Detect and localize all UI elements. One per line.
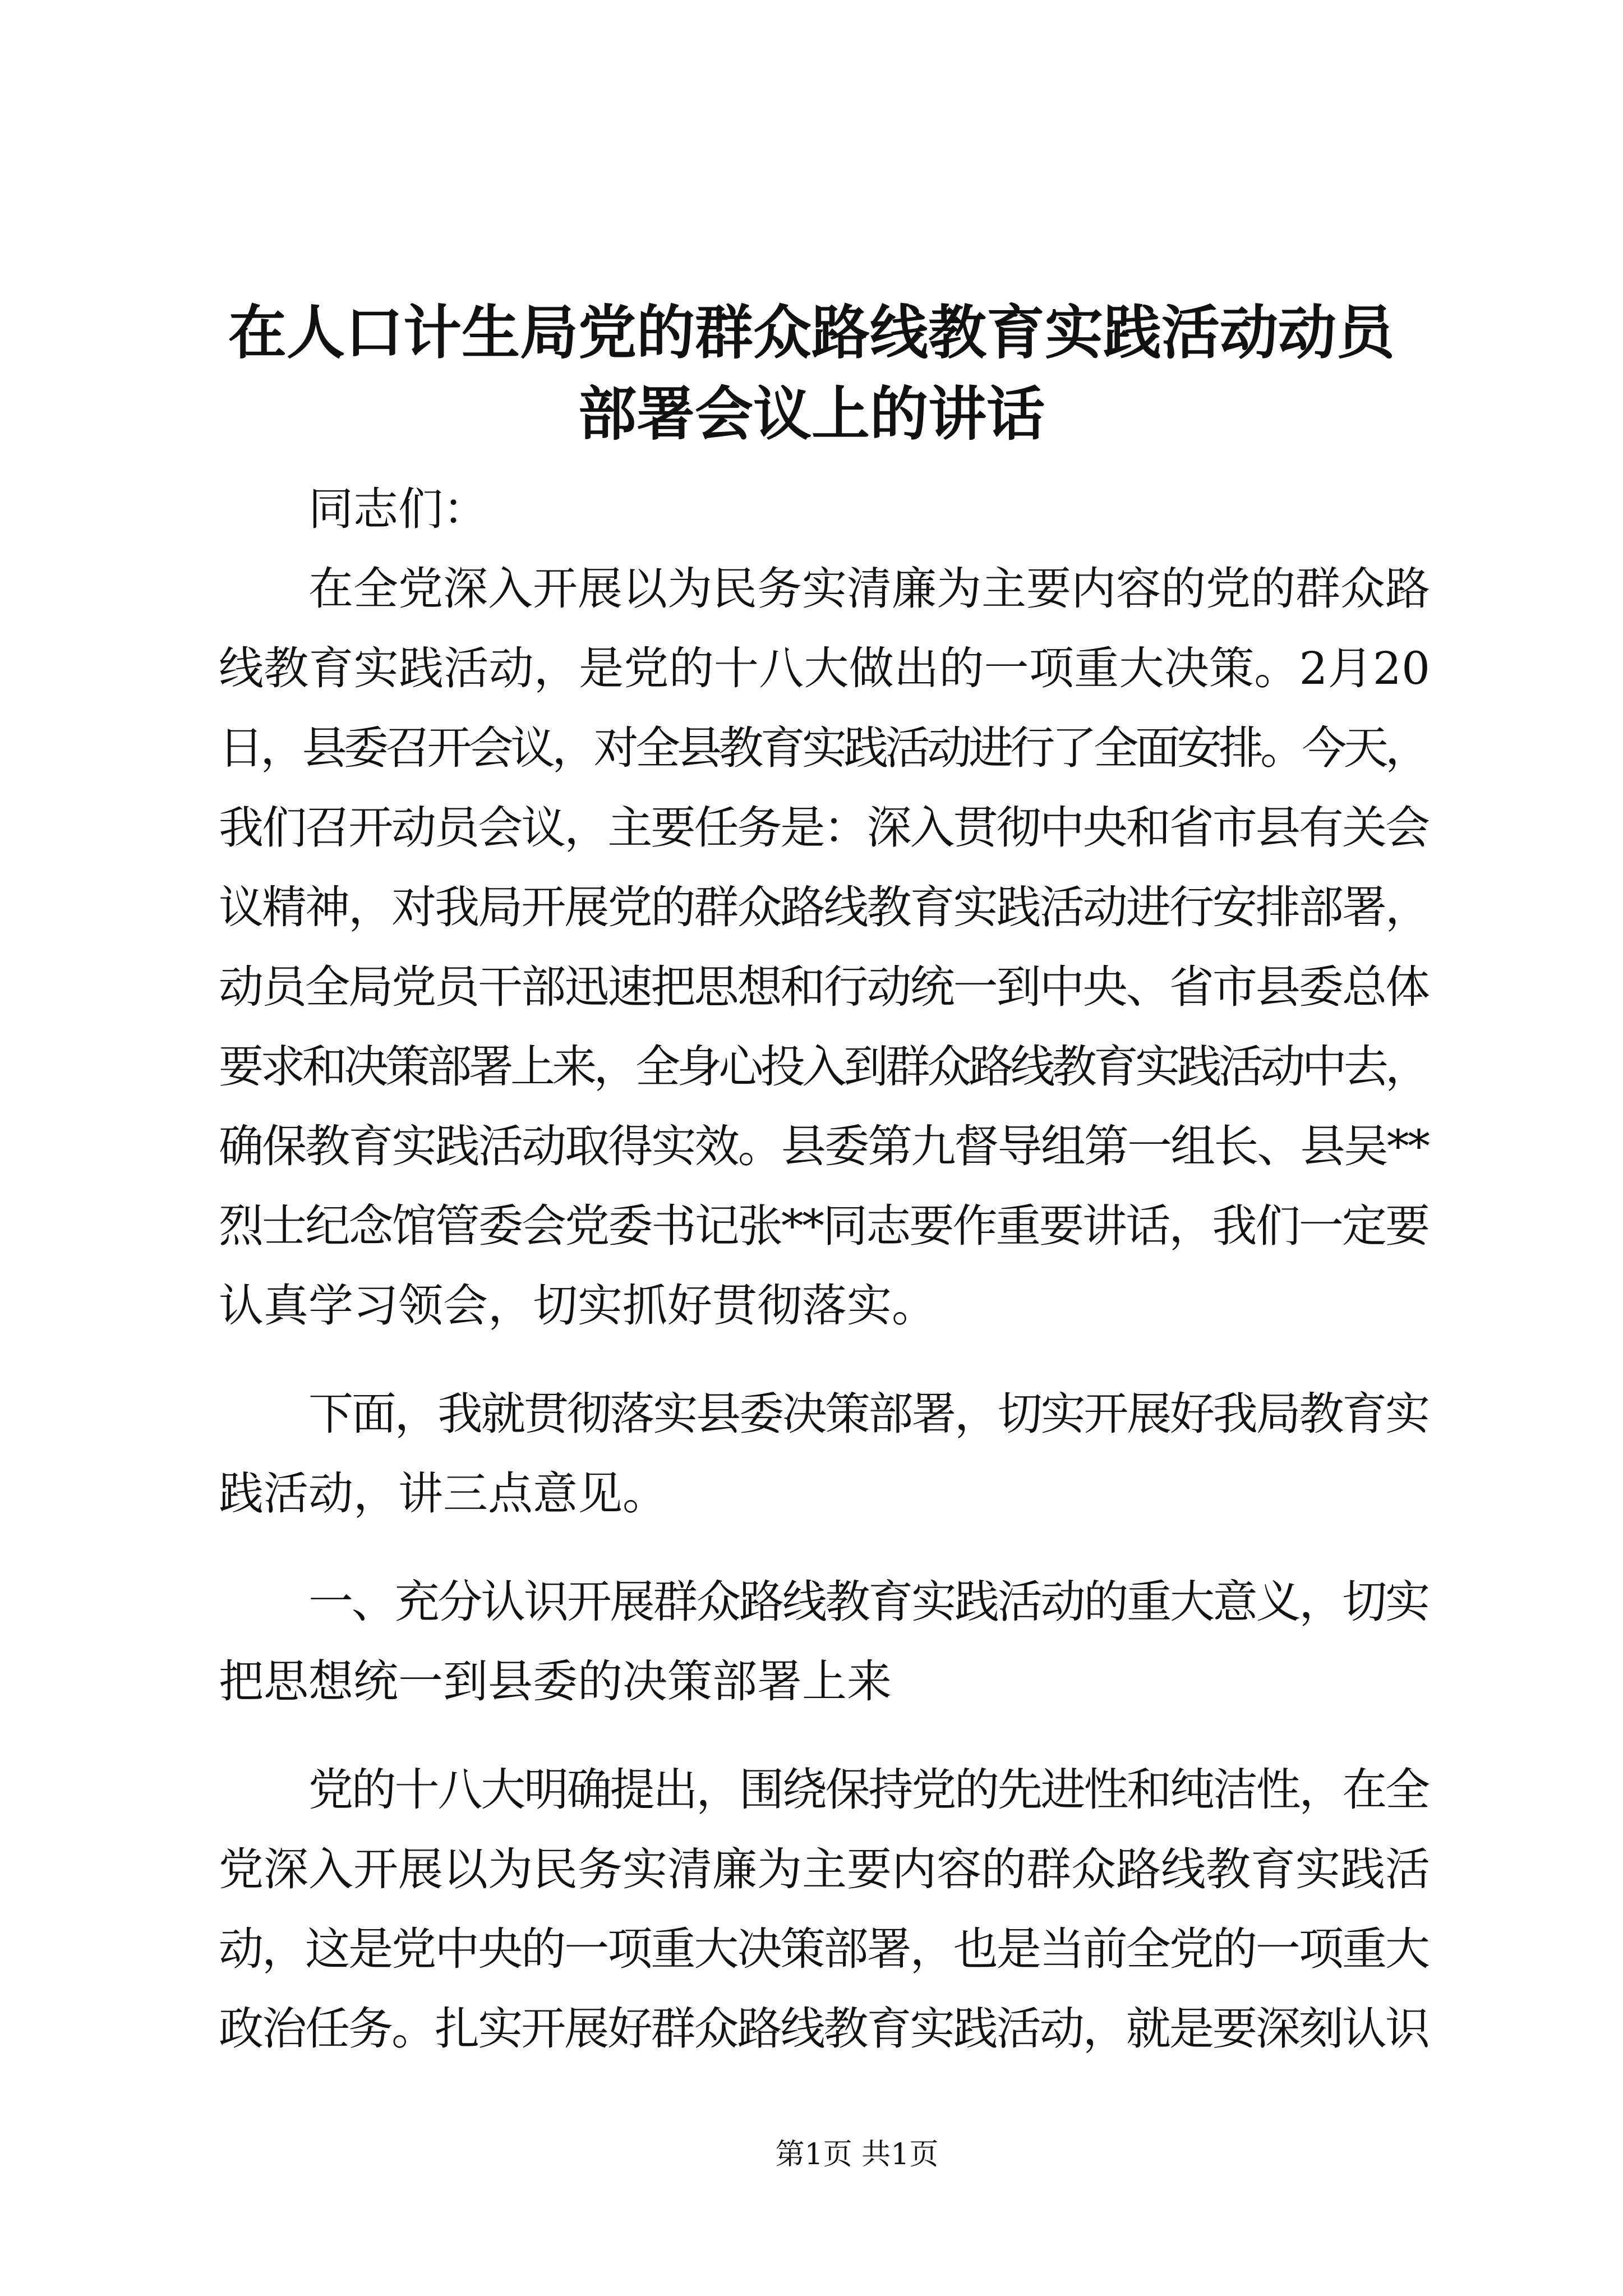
body-line-text: 动员全局党员干部迅速把思想和行动统一到中央、省市县委总体: [219, 961, 1429, 1013]
body-line-text: 一、充分认识开展群众路线教育实践活动的重大意义，切实: [308, 1576, 1428, 1628]
body-line: [219, 1107, 1430, 1186]
body-line: [219, 1454, 1430, 1534]
body-line-text: 党的十八大明确提出，围绕保持党的先进性和纯洁性，在全: [308, 1764, 1428, 1816]
body-line: [219, 1186, 1430, 1266]
body-line-text: 线教育实践活动，是党的十八大做出的一项重大决策。2月20: [219, 642, 1431, 694]
body-line: [219, 470, 1430, 549]
title-line: 部署会议上的讲话: [578, 379, 1045, 448]
body-line-text: 烈士纪念馆管委会党委书记张**同志要作重要讲话，我们一定要: [219, 1200, 1429, 1252]
section-1-paragraph: [219, 1750, 1430, 2069]
body-line-text: 动，这是党中央的一项重大决策部署，也是当前全党的一项重大: [219, 1923, 1429, 1975]
body-line: [219, 1750, 1430, 1830]
body-line-text: 认真学习领会，切实抓好贯彻落实。: [219, 1280, 937, 1332]
body-line: [219, 1374, 1430, 1454]
body-line-text: 在全党深入开展以为民务实清廉为主要内容的党的群众路: [308, 563, 1430, 615]
body-line: [219, 868, 1430, 947]
body-line-text: 要求和决策部署上来，全身心投入到群众路线教育实践活动中去，: [219, 1041, 1427, 1093]
body-line: [219, 1027, 1430, 1107]
document-body: [219, 470, 1430, 2069]
body-line-text: 下面，我就贯彻落实县委决策部署，切实开展好我局教育实: [308, 1388, 1428, 1440]
body-line-text: 践活动，讲三点意见。: [219, 1467, 667, 1520]
body-line: [219, 788, 1430, 868]
body-line: [219, 1562, 1430, 1642]
title-line: 在人口计生局党的群众路线教育实践活动动员: [228, 298, 1395, 367]
transition-paragraph: [219, 1374, 1430, 1534]
body-line-text: 议精神，对我局开展党的群众路线教育实践活动进行安排部署，: [219, 881, 1429, 933]
body-line: [219, 1989, 1430, 2069]
document-title: [0, 292, 1623, 454]
section-heading-1: [219, 1562, 1430, 1722]
opening-paragraph: [219, 549, 1430, 1346]
body-line: [219, 1642, 1430, 1722]
body-line: [219, 1830, 1430, 1910]
body-line: [219, 1266, 1430, 1346]
body-line-text: 确保教育实践活动取得实效。县委第九督导组第一组长、县吴**: [219, 1120, 1429, 1172]
body-line: [219, 1910, 1430, 1989]
body-line-text: 日，县委召开会议，对全县教育实践活动进行了全面安排。今天，: [219, 722, 1427, 774]
body-line-text: 党深入开展以为民务实清廉为主要内容的群众路线教育实践活: [219, 1843, 1430, 1895]
page-number-footer: 第1页 共1页: [775, 2138, 939, 2171]
body-line: [219, 549, 1430, 629]
body-line-text: 我们召开动员会议，主要任务是：深入贯彻中央和省市县有关会: [219, 802, 1429, 854]
body-line: [219, 629, 1430, 708]
body-line: [219, 947, 1430, 1027]
salutation-text: 同志们：: [308, 483, 488, 535]
body-line-text: 政治任务。扎实开展好群众路线教育实践活动，就是要深刻认识: [219, 2003, 1429, 2055]
body-line-text: 把思想统一到县委的决策部署上来: [219, 1655, 892, 1708]
salutation-paragraph: [219, 470, 1430, 549]
body-line: [219, 708, 1430, 788]
